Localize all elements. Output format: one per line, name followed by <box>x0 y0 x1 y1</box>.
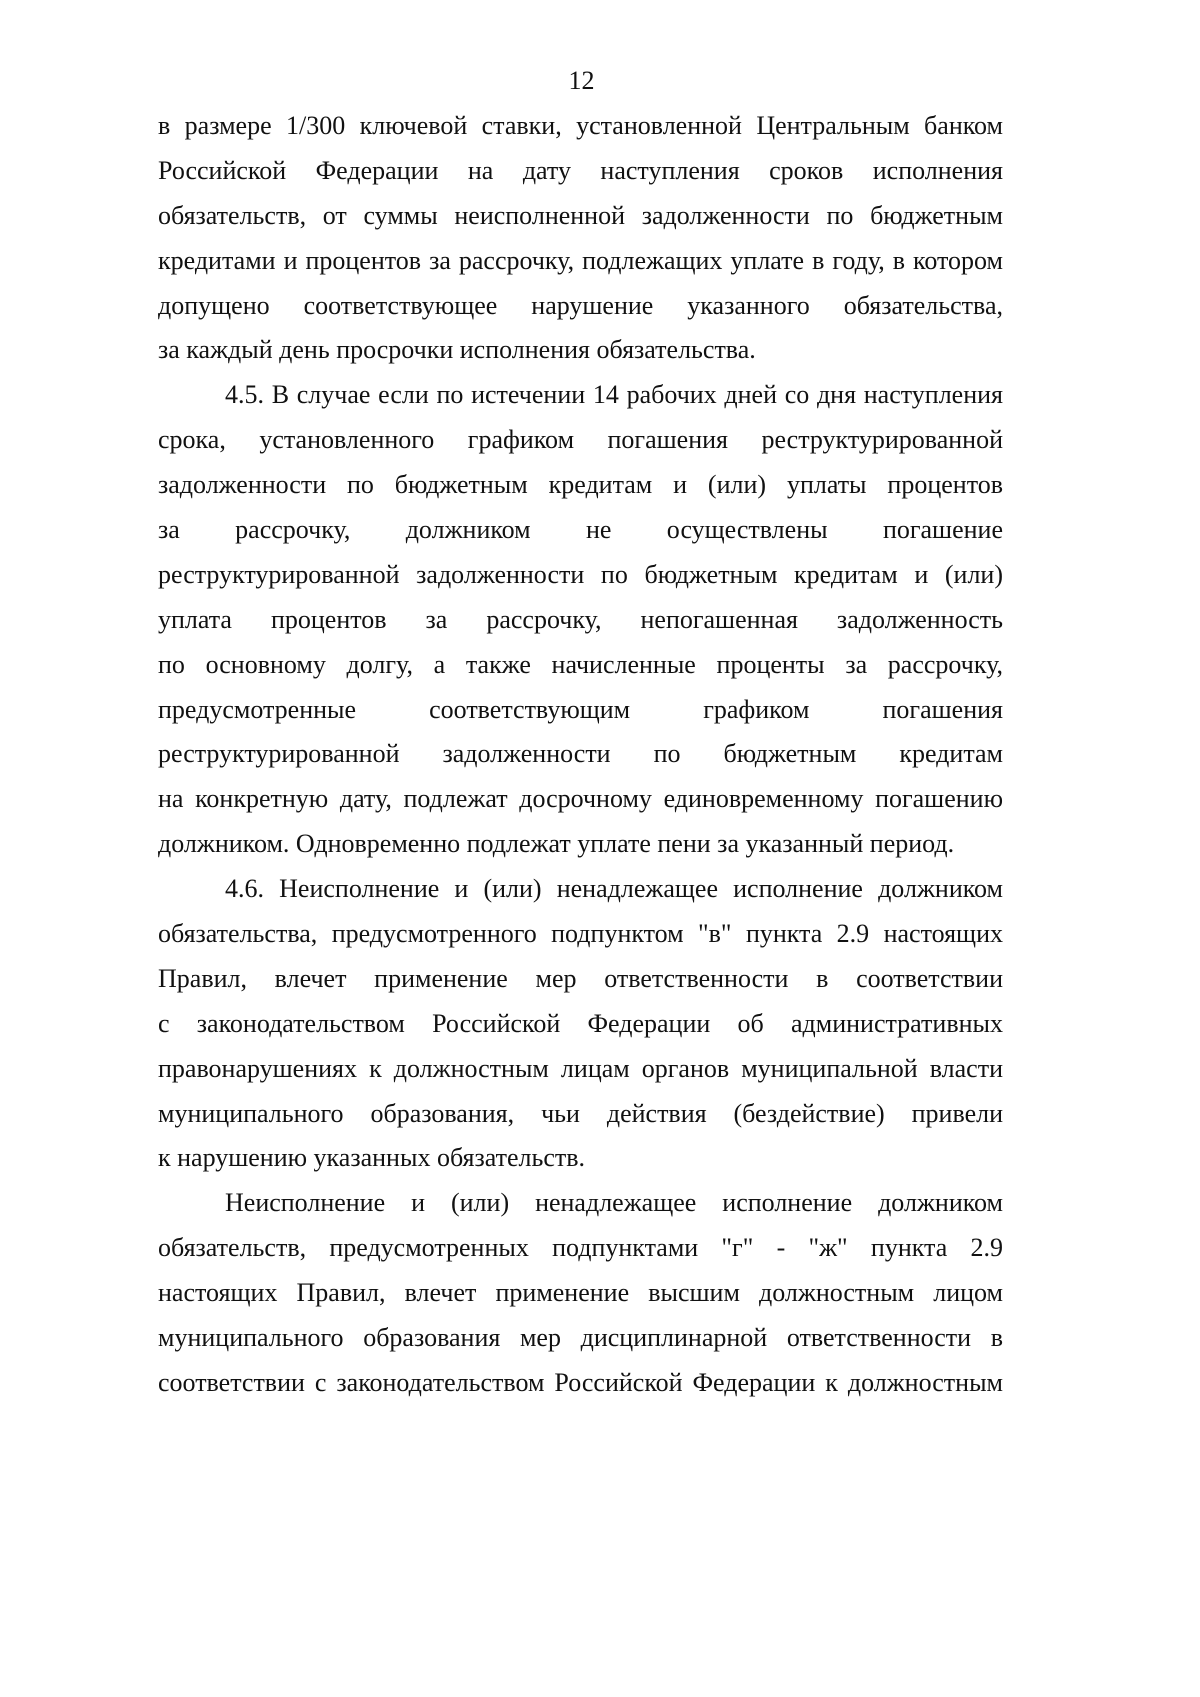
text-line: срока, установленного графиком погашения реструктурированной <box>158 425 1003 455</box>
text-line: должником. Одновременно подлежат уплате пени за указанный период. <box>158 829 955 859</box>
text-line: реструктурированной задолженности по бюджетным кредитам <box>158 739 1003 769</box>
text-line: Правил, влечет применение мер ответственности в соответствии <box>158 963 1003 993</box>
text-line: допущено соответствующее нарушение указанного обязательства, <box>158 290 1003 320</box>
paragraph <box>158 373 1003 867</box>
text-line: муниципального образования, чьи действия (бездействие) привели <box>158 1098 1003 1128</box>
text-line: к нарушению указанных обязательств. <box>158 1143 586 1173</box>
text-line: задолженности по бюджетным кредитам и (или) уплаты процентов <box>158 470 1003 500</box>
page-number: 12 <box>568 66 595 95</box>
text-line: настоящих Правил, влечет применение высшим должностным лицом <box>158 1278 1003 1308</box>
text-line: с законодательством Российской Федерации об административных <box>158 1008 1003 1038</box>
text-line: обязательства, предусмотренного подпунктом "в" пункта 2.9 настоящих <box>158 919 1003 949</box>
text-line: Российской Федерации на дату наступления сроков исполнения <box>158 155 1003 185</box>
text-line: соответствии с законодательством Российской Федерации к должностным <box>158 1367 1003 1397</box>
text-line: 4.5. В случае если по истечении 14 рабочих дней со дня наступления <box>225 380 1003 410</box>
text-line: в размере 1/300 ключевой ставки, установленной Центральным банком <box>158 111 1003 140</box>
text-line: по основному долгу, а также начисленные проценты за рассрочку, <box>158 649 1003 679</box>
paragraph <box>158 104 1003 373</box>
text-line: уплата процентов за рассрочку, непогашенная задолженность <box>158 604 1003 634</box>
text-line: Неисполнение и (или) ненадлежащее исполнение должником <box>225 1188 1003 1218</box>
text-line: 4.6. Неисполнение и (или) ненадлежащее исполнение должником <box>225 874 1003 904</box>
text-line: за каждый день просрочки исполнения обязательства. <box>158 335 756 365</box>
text-line: правонарушениях к должностным лицам органов муниципальной власти <box>158 1053 1003 1083</box>
text-line: за рассрочку, должником не осуществлены погашение <box>158 515 1003 545</box>
paragraph <box>158 1181 1003 1405</box>
document-body <box>158 104 1003 1406</box>
paragraph <box>158 867 1003 1181</box>
text-line: реструктурированной задолженности по бюджетным кредитам и (или) <box>158 559 1003 589</box>
text-line: обязательств, от суммы неисполненной задолженности по бюджетным <box>158 200 1003 230</box>
text-line: предусмотренные соответствующим графиком погашения <box>158 694 1003 724</box>
text-line: обязательств, предусмотренных подпунктами "г" - "ж" пункта 2.9 <box>158 1233 1003 1263</box>
text-line: кредитами и процентов за рассрочку, подлежащих уплате в году, в котором <box>158 245 1003 275</box>
text-line: на конкретную дату, подлежат досрочному единовременному погашению <box>158 784 1003 814</box>
text-line: муниципального образования мер дисциплинарной ответственности в <box>158 1323 1003 1353</box>
